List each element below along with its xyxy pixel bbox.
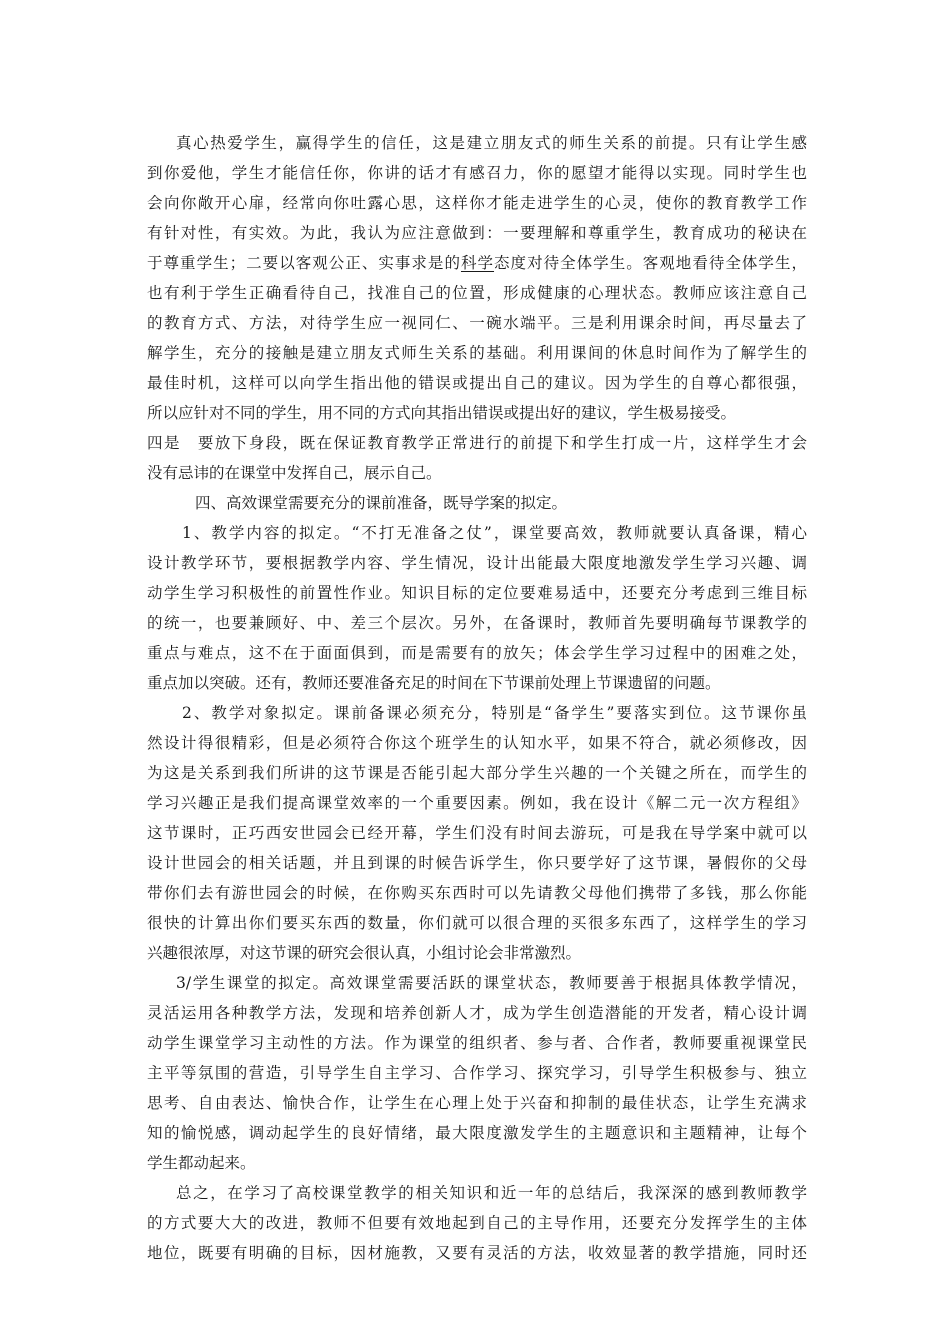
p5-line-6: 知的愉悦感，调动起学生的良好情绪，最大限度激发学生的主题意识和主题精神，让每个 <box>147 1124 807 1142</box>
p6-line-3: 地位，既要有明确的目标，因材施教，又要有灵活的方法，收效显著的教学措施，同时还 <box>147 1244 807 1262</box>
science-link[interactable]: 科学 <box>460 254 495 272</box>
p3-line-5: 重点与难点，这不在于面面俱到，而是需要有的放矢；体会学生学习过程中的困难之处， <box>147 644 807 662</box>
p4-line-9: 兴趣很浓厚，对这节课的研究会很认真，小组讨论会非常激烈。 <box>147 944 582 962</box>
p1-line-12: 没有忌讳的在课堂中发挥自己，展示自己。 <box>147 464 442 482</box>
p5-line-5: 思考、自由表达、愉快合作，让学生在心理上处于兴奋和抑制的最佳状态，让学生充满求 <box>147 1094 807 1112</box>
section-heading: 四、高效课堂需要充分的课前准备，既导学案的拟定。 <box>195 494 568 512</box>
p4-line-4: 学习兴趣正是我们提高课堂效率的一个重要因素。例如，我在设计《解二元一次方程组》 <box>147 794 807 812</box>
p3-line-3: 动学生学习积极性的前置性作业。知识目标的定位要难易适中，还要充分考虑到三维目标 <box>147 584 807 602</box>
p5-line-3: 动学生课堂学习主动性的方法。作为课堂的组织者、参与者、合作者，教师要重视课堂民 <box>147 1034 807 1052</box>
p1-line-9: 最佳时机，这样可以向学生指出他的错误或提出自己的建议。因为学生的自尊心都很强， <box>147 374 807 392</box>
p6-line-2: 的方式要大大的改进，教师不但要有效地起到自己的主导作用，还要充分发挥学生的主体 <box>147 1214 807 1232</box>
p5-line-1: 3/学生课堂的拟定。高效课堂需要活跃的课堂状态，教师要善于根据具体教学情况， <box>176 974 807 992</box>
p3-line-2: 设计教学环节，要根据教学内容、学生情况，设计出能最大限度地激发学生学习兴趣、调 <box>147 554 807 572</box>
p4-line-7: 带你们去有游世园会的时候，在你购买东西时可以先请教父母他们携带了多钱，那么你能 <box>147 884 807 902</box>
p1-line-2: 到你爱他，学生才能信任你，你讲的话才有感召力，你的愿望才能得以实现。同时学生也 <box>147 164 807 182</box>
p4-line-8: 很快的计算出你们要买东西的数量，你们就可以很合理的买很多东西了，这样学生的学习 <box>147 914 807 932</box>
p3-line-1: 1、教学内容的拟定。“不打无准备之仗”，课堂要高效，教师就要认真备课，精心 <box>182 524 807 542</box>
p1-line-10: 所以应针对不同的学生，用不同的方式向其指出错误或提出好的建议，学生极易接受。 <box>147 404 737 422</box>
p1-line-4: 有针对性，有实效。为此，我认为应注意做到：一要理解和尊重学生，教育成功的秘诀在 <box>147 224 807 242</box>
p1-line-5-start: 于尊重学生；二要以客观公正、实事求是的 <box>147 254 461 272</box>
p4-line-6: 设计世园会的相关话题，并且到课的时候告诉学生，你只要学好了这节课，暑假你的父母 <box>147 854 807 872</box>
p1-line-6: 也有利于学生正确看待自己，找准自己的位置，形成健康的心理状态。教师应该注意自己 <box>147 284 807 302</box>
p1-line-5-end: 态度对待全体学生。客观地看待全体学生， <box>494 254 807 272</box>
p3-line-4: 的统一，也要兼顾好、中、差三个层次。另外，在备课时，教师首先要明确每节课教学的 <box>147 614 807 632</box>
p4-line-5: 这节课时，正巧西安世园会已经开幕，学生们没有时间去游玩，可是我在导学案中就可以 <box>147 824 807 842</box>
p1-line-5 <box>147 248 807 278</box>
p1-line-3: 会向你敞开心扉，经常向你吐露心思，这样你才能走进学生的心灵，使你的教育教学工作 <box>147 194 807 212</box>
p3-line-6: 重点加以突破。还有，教师还要准备充足的时间在下节课前处理上节课遗留的问题。 <box>147 674 721 692</box>
p1-line-7: 的教育方式、方法，对待学生应一视同仁、一碗水端平。三是利用课余时间，再尽量去了 <box>147 314 807 332</box>
p5-line-4: 主平等氛围的营造，引导学生自主学习、合作学习、探究学习，引导学生积极参与、独立 <box>147 1064 807 1082</box>
p1-line-11: 四是 要放下身段，既在保证教育教学正常进行的前提下和学生打成一片，这样学生才会 <box>147 434 807 452</box>
p6-line-1: 总之，在学习了高校课堂教学的相关知识和近一年的总结后，我深深的感到教师教学 <box>176 1184 807 1202</box>
p5-line-7: 学生都动起来。 <box>147 1154 256 1172</box>
p4-line-1: 2、教学对象拟定。课前备课必须充分，特别是“备学生”要落实到位。这节课你虽 <box>182 704 807 722</box>
p4-line-3: 为这是关系到我们所讲的这节课是否能引起大部分学生兴趣的一个关键之所在，而学生的 <box>147 764 807 782</box>
p1-line-8: 解学生，充分的接触是建立朋友式师生关系的基础。利用课间的休息时间作为了解学生的 <box>147 344 807 362</box>
p5-line-2: 灵活运用各种教学方法，发现和培养创新人才，成为学生创造潜能的开发者，精心设计调 <box>147 1004 807 1022</box>
p1-line-1: 真心热爱学生，赢得学生的信任，这是建立朋友式的师生关系的前提。只有让学生感 <box>176 134 807 152</box>
p4-line-2: 然设计得很精彩，但是必须符合你这个班学生的认知水平，如果不符合，就必须修改，因 <box>147 734 807 752</box>
